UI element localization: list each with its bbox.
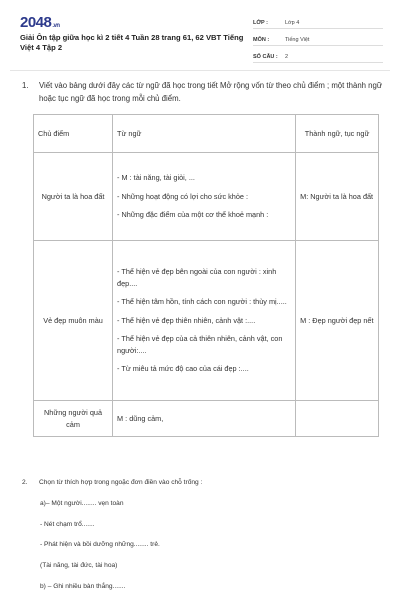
meta-key: MÔN : [253, 37, 270, 43]
idiom-cell: M: Người ta là hoa đất [296, 153, 379, 241]
meta-info [253, 15, 383, 66]
page-header [0, 0, 400, 68]
answer-line: b) – Ghi nhiều bàn thắng....... [40, 582, 126, 590]
header-idioms: Thành ngữ, tục ngữ [296, 115, 379, 153]
header-divider [10, 70, 390, 71]
logo-suffix: .vn [52, 23, 60, 29]
page-title: Giải Ôn tập giữa học kì 2 tiết 4 Tuần 28 trang 61, 62 VBT Tiếng Việt 4 Tập 2 [20, 33, 244, 52]
logo-text: 2048 [20, 14, 52, 31]
meta-value: 2 [285, 54, 289, 60]
answer-lines [40, 499, 370, 602]
meta-value: Lớp 4 [285, 20, 300, 26]
vocabulary-table [33, 114, 379, 437]
answer-line: - Phát hiện và bồi dưỡng những........ trẻ. [40, 541, 160, 549]
table-row [34, 401, 379, 437]
words-cell [113, 153, 296, 241]
words-cell [113, 241, 296, 401]
topic-cell: Vẻ đẹp muôn màu [34, 241, 113, 401]
word-item: - Thể hiện tâm hồn, tính cách con người : thùy mị..... [117, 297, 287, 307]
meta-key: SỐ CÂU : [253, 54, 278, 60]
meta-value: Tiếng Việt [285, 37, 310, 43]
answer-line: (Tài năng, tài đức, tài hoa) [40, 562, 118, 570]
word-item: - Những hoạt động có lợi cho sức khỏe : [117, 191, 249, 201]
topic-cell: Những người quả cảm [34, 401, 113, 437]
topic-cell: Người ta là hoa đất [34, 153, 113, 241]
question-number: 2. [22, 479, 28, 486]
meta-row-subject [253, 32, 383, 46]
table-row [34, 241, 379, 401]
question-text: Chọn từ thích hợp trong ngoặc đơn điền vào chỗ trống : [39, 479, 203, 486]
answer-line: - Nét chạm trổ....... [40, 520, 95, 528]
header-topic: Chủ điểm [34, 115, 113, 153]
meta-key: LỚP : [253, 20, 268, 26]
question-number: 1. [22, 81, 29, 90]
header-words: Từ ngữ [113, 115, 296, 153]
word-item: - M : tài năng, tài giỏi, ... [117, 173, 195, 183]
table-row [34, 153, 379, 241]
table-header-row [34, 115, 379, 153]
answer-line: a)– Một người........ vẹn toàn [40, 500, 124, 507]
idiom-cell: M : Đẹp người đẹp nết [296, 241, 379, 401]
words-cell: M : dũng cảm, [113, 401, 296, 437]
word-item: - Những đặc điểm của một cơ thể khoẻ mạnh : [117, 210, 269, 220]
word-item: - Thể hiện vẻ đẹp bên ngoài của con người : xinh đẹp.... [117, 267, 277, 288]
word-item: - Thể hiện vẻ đẹp thiên nhiên, cảnh vật :.... [117, 315, 256, 325]
idiom-cell [296, 401, 379, 437]
meta-row-class [253, 15, 383, 29]
meta-row-count [253, 49, 383, 63]
site-logo[interactable] [20, 14, 60, 31]
question-text: Viết vào bảng dưới đây các từ ngữ đã học trong tiết Mở rộng vốn từ theo chủ điểm ; một thành ngữ hoặc tục ngữ đã học trong mỗi chủ điểm. [39, 81, 383, 103]
word-item: - Từ miêu tả mức độ cao của cái đẹp :.... [117, 364, 249, 374]
word-item: - Thể hiện vẻ đẹp của cả thiên nhiên, cảnh vật, con người:.... [117, 334, 283, 355]
